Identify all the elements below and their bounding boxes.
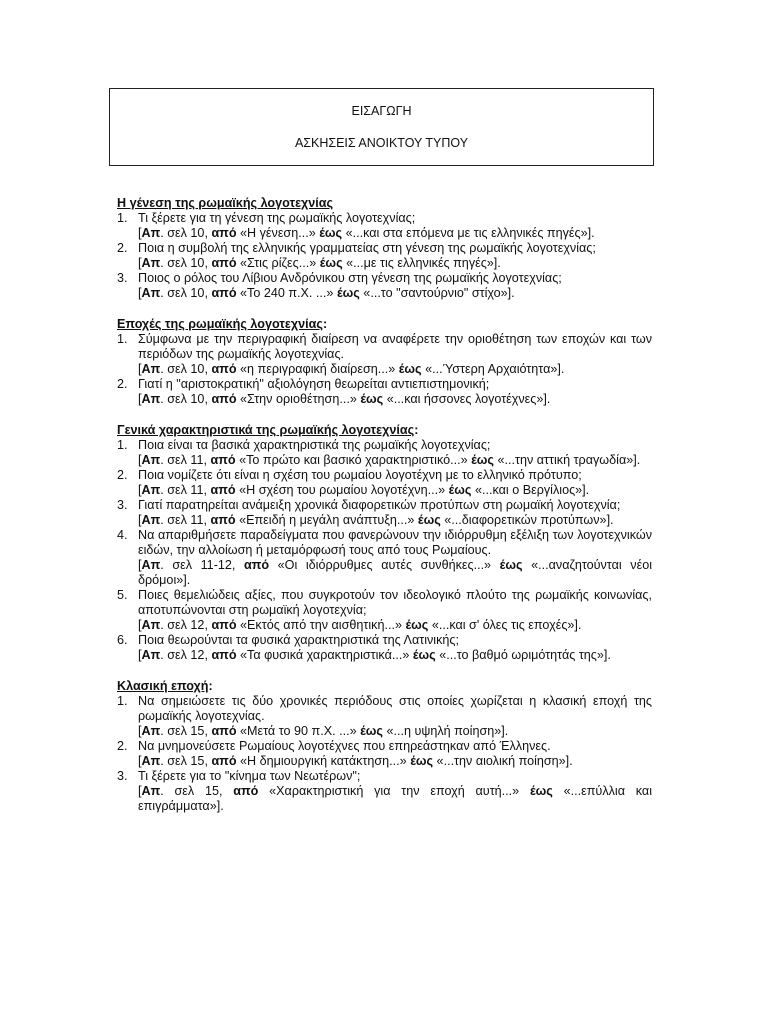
answer-apo: από: [211, 754, 237, 768]
answer-to: «...το "σαντούρνιο" στίχο»].: [359, 286, 515, 300]
question-list: [117, 332, 652, 407]
answer-ref: . σελ 15,: [160, 754, 212, 768]
question-text: Να απαριθμήσετε παραδείγματα που φανερώνουν την ιδιόρρυθμη εξέλιξη των λογοτεχνικών ειδών, την αλλοίωση ή μεταμόρφωσή τους από τους Ρωμαίους.: [138, 528, 652, 557]
answer-ref: . σελ 11,: [160, 453, 211, 467]
answer-eos: έως: [336, 286, 360, 300]
question-item: [117, 377, 652, 407]
answer-reference: [Απ. σελ 11, από «Η σχέση του ρωμαίου λογοτέχνη...» έως «...και ο Βεργίλιος»].: [138, 483, 590, 497]
question-text: Σύμφωνα με την περιγραφική διαίρεση να αναφέρετε την οριοθέτηση των εποχών και των περιόδων της ρωμαϊκής λογοτεχνίας.: [138, 332, 652, 361]
question-number: 1.: [117, 211, 128, 225]
answer-ap: Απ: [141, 453, 161, 467]
answer-ap: Απ: [141, 618, 161, 632]
answer-apo: από: [211, 256, 237, 270]
answer-eos: έως: [319, 256, 343, 270]
answer-reference: [Απ. σελ 10, από «η περιγραφική διαίρεση...» έως «...Ύστερη Αρχαιότητα»].: [138, 362, 565, 376]
answer-to: «...με τις ελληνικές πηγές»].: [342, 256, 501, 270]
answer-eos: έως: [405, 618, 429, 632]
question-item: [117, 694, 652, 739]
answer-apo: από: [210, 453, 236, 467]
answer-apo: από: [211, 226, 237, 240]
answer-to: «...Ύστερη Αρχαιότητα»].: [421, 362, 565, 376]
answer-ap: Απ: [141, 256, 161, 270]
answer-apo: από: [211, 392, 237, 406]
answer-to: «...την αιολική ποίηση»].: [433, 754, 573, 768]
question-text: Ποια είναι τα βασικά χαρακτηριστικά της ρωμαϊκής λογοτεχνίας;: [138, 438, 491, 452]
question-item: [117, 332, 652, 377]
answer-reference: [Απ. σελ 10, από «Το 240 π.Χ. ...» έως «...το "σαντούρνιο" στίχο»].: [138, 286, 515, 300]
question-text: Τι ξέρετε για το "κίνημα των Νεωτέρων";: [138, 769, 361, 783]
answer-from: «Στην οριοθέτηση...»: [236, 392, 361, 406]
question-text: Ποια η συμβολή της ελληνικής γραμματείας στη γένεση της ρωμαϊκής λογοτεχνίας;: [138, 241, 596, 255]
question-number: 2.: [117, 739, 128, 753]
answer-ref: . σελ 15,: [160, 724, 212, 738]
answer-ref: . σελ 10,: [160, 286, 212, 300]
title-box: [109, 88, 654, 166]
answer-ref: . σελ 10,: [160, 256, 212, 270]
section: [117, 317, 652, 407]
section-heading-text: Γενικά χαρακτηριστικά της ρωμαϊκής λογοτεχνίας: [117, 423, 415, 437]
answer-from: «Η γένεση...»: [236, 226, 320, 240]
answer-ref: . σελ 11,: [160, 483, 211, 497]
question-number: 3.: [117, 498, 128, 512]
question-number: 2.: [117, 241, 128, 255]
answer-ref: . σελ 11-12,: [160, 558, 244, 572]
document-body: [117, 196, 652, 830]
question-number: 3.: [117, 769, 128, 783]
question-text: Τι ξέρετε για τη γένεση της ρωμαϊκής λογοτεχνίας;: [138, 211, 416, 225]
answer-from: «Εκτός από την αισθητική...»: [236, 618, 406, 632]
question-text: Γιατί παρατηρείται ανάμειξη χρονικά διαφορετικών προτύπων στη ρωμαϊκή λογοτεχνία;: [138, 498, 621, 512]
answer-apo: από: [233, 784, 259, 798]
answer-eos: έως: [417, 513, 441, 527]
answer-to: «...επύλλια και επιγράμματα»].: [138, 784, 652, 813]
answer-eos: έως: [398, 362, 422, 376]
answer-ap: Απ: [141, 558, 161, 572]
answer-from: «Τα φυσικά χαρακτηριστικά...»: [236, 648, 413, 662]
question-item: [117, 528, 652, 588]
answer-reference: [Απ. σελ 11, από «Το πρώτο και βασικό χαρακτηριστικό...» έως «...την αττική τραγωδία»].: [138, 453, 641, 467]
answer-ap: Απ: [141, 648, 161, 662]
answer-from: «Επειδή η μεγάλη ανάπτυξη...»: [235, 513, 418, 527]
answer-reference: [Απ. σελ 15, από «Χαρακτηριστική για την εποχή αυτή...» έως «...επύλλια και επιγράμματα»].: [138, 784, 652, 813]
answer-apo: από: [211, 362, 237, 376]
question-number: 6.: [117, 633, 128, 647]
question-item: [117, 498, 652, 528]
answer-apo: από: [211, 618, 237, 632]
answer-apo: από: [211, 648, 237, 662]
question-number: 2.: [117, 377, 128, 391]
answer-reference: [Απ. σελ 11-12, από «Οι ιδιόρρυθμες αυτές συνθήκες...» έως «...αναζητούνται νέοι δρόμοι»].: [138, 558, 652, 587]
answer-ref: . σελ 12,: [160, 648, 212, 662]
section-heading-suffix: :: [208, 679, 213, 693]
answer-reference: [Απ. σελ 15, από «Η δημιουργική κατάκτηση...» έως «...την αιολική ποίηση»].: [138, 754, 573, 768]
section-heading-suffix: :: [414, 423, 419, 437]
document-subtitle: ΑΣΚΗΣΕΙΣ ΑΝΟΙΚΤΟΥ ΤΥΠΟΥ: [294, 136, 469, 150]
answer-reference: [Απ. σελ 15, από «Μετά το 90 π.Χ. ...» έως «...η υψηλή ποίηση»].: [138, 724, 509, 738]
section: [117, 423, 652, 663]
question-number: 2.: [117, 468, 128, 482]
answer-from: «Στις ρίζες...»: [236, 256, 320, 270]
answer-eos: έως: [410, 754, 434, 768]
section: [117, 196, 652, 301]
question-text: Ποια νομίζετε ότι είναι η σχέση του ρωμαίου λογοτέχνη με το ελληνικό πρότυπο;: [138, 468, 582, 482]
answer-ref: . σελ 12,: [160, 618, 212, 632]
question-text: Να σημειώσετε τις δύο χρονικές περιόδους στις οποίες χωρίζεται η κλασική εποχή της ρωμαϊκής λογοτεχνίας.: [138, 694, 652, 723]
answer-apo: από: [243, 558, 270, 572]
answer-from: «Χαρακτηριστική για την εποχή αυτή...»: [258, 784, 530, 798]
answer-reference: [Απ. σελ 10, από «Η γένεση...» έως «...και στα επόμενα με τις ελληνικές πηγές»].: [138, 226, 595, 240]
answer-eos: έως: [471, 453, 494, 467]
answer-ap: Απ: [141, 724, 161, 738]
answer-ap: Απ: [141, 483, 161, 497]
answer-from: «Το πρώτο και βασικό χαρακτηριστικό...»: [235, 453, 472, 467]
answer-ap: Απ: [141, 392, 161, 406]
answer-ref: . σελ 10,: [160, 392, 212, 406]
answer-to: «...διαφορετικών προτύπων»].: [440, 513, 614, 527]
section-heading-text: Κλασική εποχή: [117, 679, 209, 693]
answer-apo: από: [210, 483, 236, 497]
question-number: 1.: [117, 332, 128, 346]
question-item: [117, 769, 652, 814]
section-heading-suffix: :: [322, 317, 328, 331]
answer-eos: έως: [529, 784, 553, 798]
question-item: [117, 468, 652, 498]
answer-ap: Απ: [141, 286, 161, 300]
answer-from: «Η σχέση του ρωμαίου λογοτέχνη...»: [235, 483, 449, 497]
section-heading: [117, 196, 652, 211]
answer-ref: . σελ 15,: [160, 784, 234, 798]
answer-ap: Απ: [141, 513, 161, 527]
question-text: Ποιος ο ρόλος του Λίβιου Ανδρόνικου στη γένεση της ρωμαϊκής λογοτεχνίας;: [138, 271, 562, 285]
answer-reference: [Απ. σελ 12, από «Τα φυσικά χαρακτηριστικά...» έως «...το βαθμό ωριμότητάς της»].: [138, 648, 611, 662]
question-number: 1.: [117, 694, 128, 708]
answer-ref: . σελ 11,: [160, 513, 211, 527]
question-item: [117, 211, 652, 241]
question-item: [117, 271, 652, 301]
answer-to: «...το βαθμό ωριμότητάς της»].: [435, 648, 611, 662]
answer-eos: έως: [360, 392, 384, 406]
answer-reference: [Απ. σελ 10, από «Στην οριοθέτηση...» έως «...και ήσσονες λογοτέχνες»].: [138, 392, 551, 406]
question-text: Ποιες θεμελιώδεις αξίες, που συγκροτούν τον ιδεολογικό πλούτο της ρωμαϊκής κοινωνίας, αποτυπώνονται στη ρωμαϊκή λογοτεχνία;: [138, 588, 652, 617]
section-heading: [117, 317, 652, 332]
answer-apo: από: [211, 724, 237, 738]
answer-from: «Το 240 π.Χ. ...»: [236, 286, 337, 300]
answer-to: «...και στα επόμενα με τις ελληνικές πηγές»].: [342, 226, 595, 240]
question-number: 1.: [117, 438, 128, 452]
question-item: [117, 633, 652, 663]
answer-apo: από: [210, 513, 236, 527]
answer-to: «...αναζητούνται νέοι δρόμοι»].: [138, 558, 652, 587]
answer-to: «...η υψηλή ποίηση»].: [382, 724, 509, 738]
answer-eos: έως: [319, 226, 343, 240]
answer-to: «...και ήσσονες λογοτέχνες»].: [383, 392, 551, 406]
section-heading-text: Η γένεση της ρωμαϊκής λογοτεχνίας: [117, 196, 334, 210]
answer-ref: . σελ 10,: [160, 362, 212, 376]
section-heading-text: Εποχές της ρωμαϊκής λογοτεχνίας: [117, 317, 323, 331]
answer-eos: έως: [360, 724, 383, 738]
answer-from: «η περιγραφική διαίρεση...»: [236, 362, 399, 376]
question-item: [117, 739, 652, 769]
question-list: [117, 438, 652, 663]
answer-reference: [Απ. σελ 10, από «Στις ρίζες...» έως «...με τις ελληνικές πηγές»].: [138, 256, 501, 270]
answer-ref: . σελ 10,: [160, 226, 212, 240]
answer-from: «Οι ιδιόρρυθμες αυτές συνθήκες...»: [269, 558, 500, 572]
question-number: 4.: [117, 528, 128, 542]
question-number: 3.: [117, 271, 128, 285]
answer-to: «...την αττική τραγωδία»].: [493, 453, 641, 467]
answer-ap: Απ: [141, 754, 161, 768]
answer-ap: Απ: [141, 784, 161, 798]
question-item: [117, 588, 652, 633]
question-item: [117, 241, 652, 271]
answer-reference: [Απ. σελ 11, από «Επειδή η μεγάλη ανάπτυξη...» έως «...διαφορετικών προτύπων»].: [138, 513, 614, 527]
question-text: Γιατί η "αριστοκρατική" αξιολόγηση θεωρείται αντιεπιστημονική;: [138, 377, 490, 391]
section: [117, 679, 652, 814]
answer-eos: έως: [448, 483, 472, 497]
answer-reference: [Απ. σελ 12, από «Εκτός από την αισθητική...» έως «...και σ' όλες τις εποχές»].: [138, 618, 582, 632]
question-text: Ποια θεωρούνται τα φυσικά χαρακτηριστικά της Λατινικής;: [138, 633, 459, 647]
answer-to: «...και σ' όλες τις εποχές»].: [428, 618, 582, 632]
question-list: [117, 211, 652, 301]
question-item: [117, 438, 652, 468]
answer-from: «Μετά το 90 π.Χ. ...»: [236, 724, 361, 738]
document-title: ΕΙΣΑΓΩΓΗ: [351, 104, 412, 118]
answer-apo: από: [211, 286, 237, 300]
section-heading: [117, 679, 652, 694]
answer-ap: Απ: [141, 362, 161, 376]
answer-from: «Η δημιουργική κατάκτηση...»: [236, 754, 411, 768]
answer-ap: Απ: [141, 226, 161, 240]
question-number: 5.: [117, 588, 128, 602]
question-text: Να μνημονεύσετε Ρωμαίους λογοτέχνες που επηρεάστηκαν από Έλληνες.: [138, 739, 551, 753]
answer-to: «...και ο Βεργίλιος»].: [471, 483, 590, 497]
question-list: [117, 694, 652, 814]
section-heading: [117, 423, 652, 438]
answer-eos: έως: [412, 648, 436, 662]
answer-eos: έως: [499, 558, 523, 572]
